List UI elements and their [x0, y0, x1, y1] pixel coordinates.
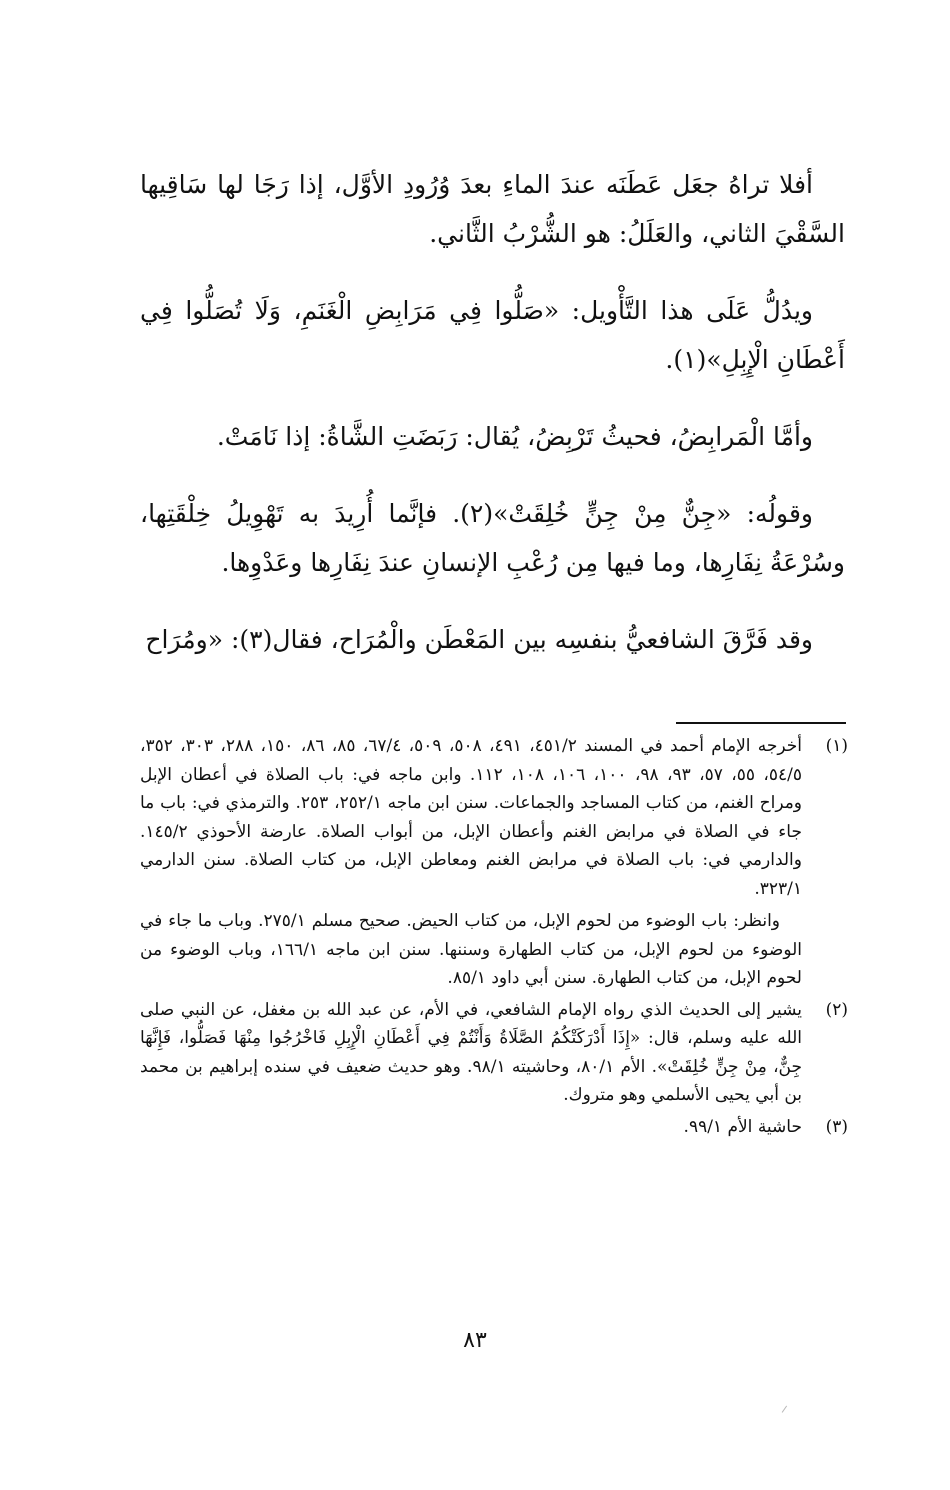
footnote-text: أخرجه الإمام أحمد في المسند ٤٥١/٢، ٤٩١، ٥٠٨، ٥٠٩، ٦٧/٤، ٨٥، ٨٦، ١٥٠، ٢٨٨، ٣٠٣، ٣٥٢، ٥٤/٥، ٥٥، ٥٧، ٩٣، ٩٨، ١٠٠، ١٠٦، ١٠٨، ١١٢. وابن ماجه في: باب الصلاة في أعطان الإبل ومراح الغنم، من كتاب المساجد والجماعات. سنن ابن ماجه ٢٥٢/١، ٢٥٣. والترمذي في: باب ما جاء في الصلاة في مرابض الغنم وأعطان الإبل، من أبواب الصلاة. عارضة الأحوذي ١٤٥/٢. والدارمي في: باب الصلاة في مرابض الغنم ومعاطن الإبل، من كتاب الصلاة. سنن الدارمي ٣٢٣/١.: [140, 736, 803, 899]
footnote-body: [140, 732, 802, 993]
paragraph: وقولُه: «جِنٌّ مِنْ جِنٍّ خُلِقَتْ»(٢). فإنَّما أُرِيدَ به تَهْوِيلُ خِلْقَتِها، وسُرْعَةُ نِفَارِها، وما فيها مِن رُعْبِ الإنسانِ عندَ نِفَارِها وعَدْوِها.: [140, 499, 845, 577]
footnote-number: (٢): [825, 999, 848, 1020]
main-text: [140, 160, 845, 664]
footnote-text: يشير إلى الحديث الذي رواه الإمام الشافعي، في الأم، عن عبد الله بن مغفل، عن النبي صلى الله عليه وسلم، قال: «إِذَا أَدْرَكَتْكُمُ الصَّلَاةُ وَأَنْتُمْ فِي أَعْطَانِ الْإِبِلِ فَاخْرُجُوا مِنْهَا فَصَلُّوا، فَإِنَّهَا جِنٌّ، مِنْ جِنٍّ خُلِقَتْ». الأم ٨٠/١، وحاشيته ٩٨/١. وهو حديث ضعيف في سنده إبراهيم بن محمد بن أبي يحيى الأسلمي وهو متروك.: [140, 999, 803, 1105]
footnote-body: [140, 1113, 802, 1142]
footnote-3: [140, 1113, 848, 1142]
footnote-separator: [676, 722, 846, 724]
footnote-body: [140, 996, 802, 1110]
footnote-2: [140, 996, 848, 1110]
paragraph: ويدُلُّ عَلَى هذا التَّأْويل: «صَلُّوا فِي مَرَابِضِ الْغَنَمِ، وَلَا تُصَلُّوا فِي أَعْطَانِ الْإِبِلِ»(١).: [140, 296, 845, 374]
page-number: ٨٣: [463, 1328, 487, 1353]
paragraph: وأمَّا الْمَرابِضُ، فحيثُ تَرْبِضُ، يُقال: رَبَضَتِ الشَّاةُ: إذا نَامَتْ.: [216, 422, 813, 451]
paragraph: أفلا تراهُ جعَل عَطَنَه عندَ الماءِ بعدَ وُرُودِ الأوَّل، إذا رَجَا لها سَاقِيها السَّقْيَ الثاني، والعَلَلُ: هو الشُّرْبُ الثَّاني.: [140, 170, 845, 248]
margin-mark: [782, 1406, 796, 1419]
footnotes: [140, 732, 848, 1144]
footnote-number: (٣): [825, 1116, 848, 1137]
footnote-text: حاشية الأم ٩٩/١.: [683, 1116, 802, 1137]
footnote-subtext: وانظر: باب الوضوء من لحوم الإبل، من كتاب الحيض. صحيح مسلم ٢٧٥/١. وباب ما جاء في الوضوء من لحوم الإبل، من كتاب الطهارة وسننها. سنن ابن ماجه ١٦٦/١، وباب الوضوء من لحوم الإبل، من كتاب الطهارة. سنن أبي داود ٨٥/١.: [140, 911, 803, 988]
paragraph: وقد فَرَّقَ الشافعيُّ بنفسِه بين المَعْطَن والْمُرَاح، فقال(٣): «ومُرَاح: [145, 625, 813, 654]
footnote-number: (١): [825, 736, 848, 756]
footnote-1: [140, 732, 848, 993]
